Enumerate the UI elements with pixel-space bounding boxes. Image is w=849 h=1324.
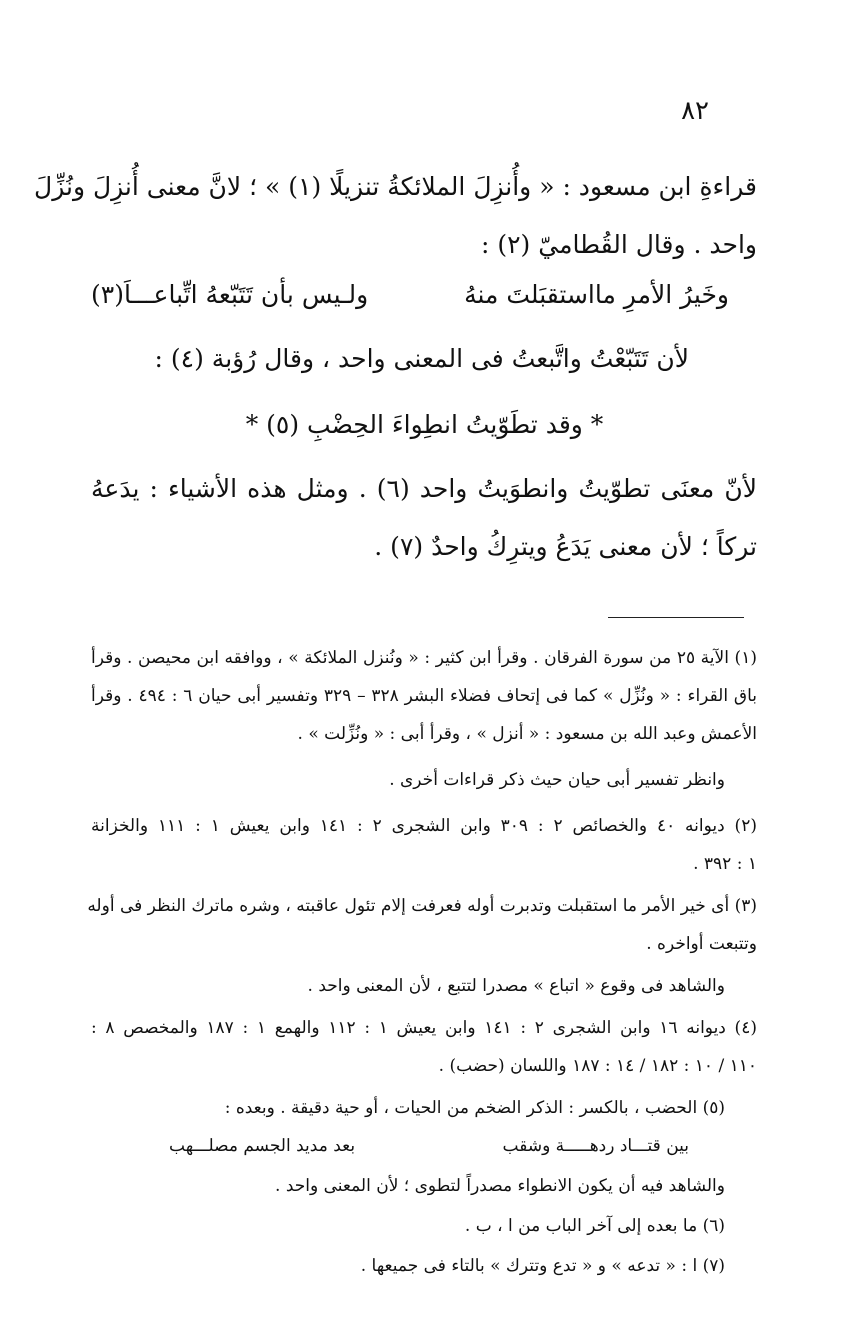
footnote-4-line-1: (٤) ديوانه ١٦ وابن الشجرى ٢ : ١٤١ وابن يعيش ١ : ١١٢ والهمع ١ : ١٨٧ والمخصص ٨ : — [91, 1018, 757, 1038]
footnote-6-line-1: (٦) ما بعده إلى آخر الباب من ا ، ب . — [464, 1216, 725, 1236]
page-number: ٨٢ — [681, 96, 709, 126]
footnote-separator — [608, 617, 744, 618]
main-text-line-1: قراءةِ ابن مسعود : « وأُنزِلَ الملائكةُ تنزيلًا (١) » ؛ لانَّ معنى أُنزِلَ ونُزِّلَ — [34, 172, 757, 201]
main-text-line-2: واحد . وقال القُطاميّ (٢) : — [480, 230, 757, 259]
footnote-5-line-2: والشاهد فيه أن يكون الانطواء مصدراً لتطوى ؛ لأن المعنى واحد . — [275, 1176, 725, 1196]
footnote-5-verse-first-hemistich: بين قتـــاد ردهـــــة وشقب — [502, 1136, 689, 1156]
footnote-3-line-2: وتتبعت أواخره . — [646, 934, 757, 954]
footnote-1-line-3: الأعمش وعبد الله بن مسعود : « أنزل » ، وقرأ أبى : « ونُزِّلت » . — [297, 724, 757, 744]
footnote-5-verse-second-hemistich: بعد مديد الجسم مصلـــهب — [169, 1136, 356, 1156]
footnote-1-line-1: (١) الآية ٢٥ من سورة الفرقان . وقرأ ابن كثير : « ونُنزل الملائكة » ، ووافقه ابن محيصن . وقرأ — [91, 648, 757, 668]
footnote-7-line-1: (٧) ا : « تدعه » و « تدع وتترك » بالتاء فى جميعها . — [360, 1256, 725, 1276]
main-text-line-4: لأنّ معنَى تطوّيتُ وانطوَيتُ واحد (٦) . ومثل هذه الأشياء : يدَعهُ — [91, 474, 757, 503]
footnote-5-verse — [169, 1136, 689, 1162]
footnote-5-line-1: (٥) الحضب ، بالكسر : الذكر الضخم من الحيات ، أو حية دقيقة . وبعده : — [224, 1098, 725, 1118]
footnote-1-line-4: وانظر تفسير أبى حيان حيث ذكر قراءات أخرى . — [389, 770, 725, 790]
footnote-3-line-1: (٣) أى خير الأمر ما استقبلت وتدبرت أوله فعرفت إلام تئول عاقبته ، وشره ماترك النظر فى أوله — [87, 896, 757, 916]
verse-ruba: * وقد تطَوّيتُ انطِواءَ الحِضْبِ (٥) * — [245, 410, 604, 439]
footnote-3-line-3: والشاهد فى وقوع « اتباع » مصدرا لتتبع ، لأن المعنى واحد . — [307, 976, 725, 996]
footnote-1-line-2: باق القراء : « ونُزِّل » كما فى إتحاف فضلاء البشر ٣٢٨ – ٣٢٩ وتفسير أبى حيان ٦ : ٤٩٤ . وقرأ — [91, 686, 757, 706]
main-text-line-3: لأن تَتَبّعْتُ واتَّبعتُ فى المعنى واحد ، وقال رُؤبة (٤) : — [154, 344, 689, 373]
footnote-2-line-2: ١ : ٣٩٢ . — [693, 854, 757, 874]
main-text-line-5: تركاً ؛ لأن معنى يَدَعُ ويترِكُ واحدٌ (٧) . — [374, 532, 757, 561]
footnote-4-line-2: ١١٠ / ١٠ : ١٨٢ / ١٤ : ١٨٧ واللسان (حضب) . — [438, 1056, 757, 1076]
footnote-2-line-1: (٢) ديوانه ٤٠ والخصائص ٢ : ٣٠٩ وابن الشجرى ٢ : ١٤١ وابن يعيش ١ : ١١١ والخزانة — [91, 816, 757, 836]
verse-qutami — [91, 280, 729, 316]
verse-qutami-first-hemistich: وخَيرُ الأمرِ مااستقبَلتَ منهُ — [464, 280, 729, 309]
verse-qutami-second-hemistich: ولـيس بأن تَتَبّعهُ اتِّباعـــاَ(٣) — [91, 280, 369, 309]
